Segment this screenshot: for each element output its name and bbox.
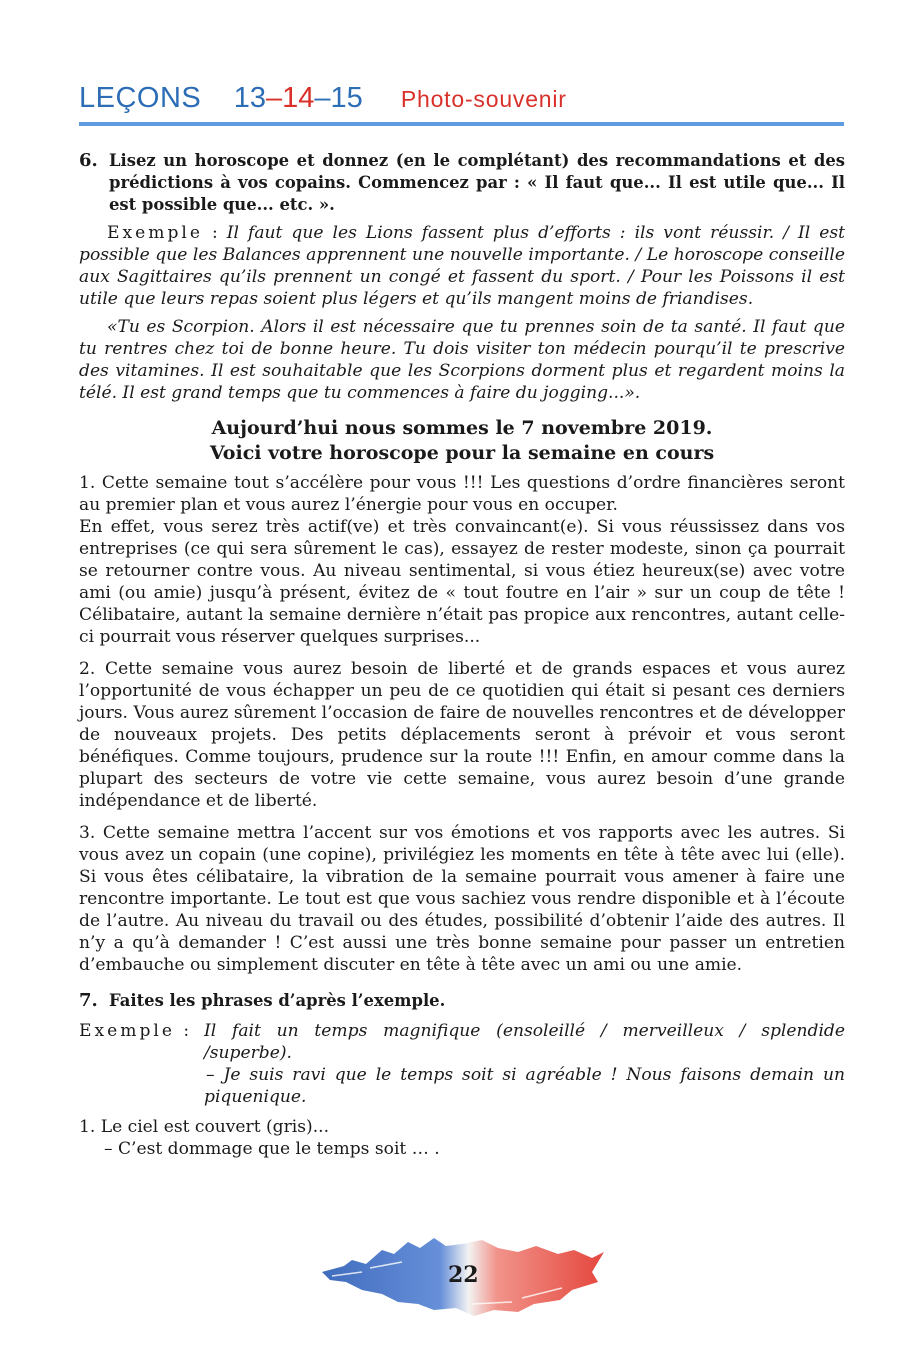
- page-number: 22: [448, 1262, 479, 1288]
- exercise-7-title: [79, 990, 845, 1012]
- example-separator: :: [202, 223, 227, 243]
- horoscope-heading-line2: Voici votre horoscope pour la semaine en cours: [209, 442, 715, 464]
- page-header: [79, 82, 844, 127]
- horoscope-paragraph-3: 3. Cette semaine mettra l’accent sur vos émotions et vos rapports avec les autres. Si vous avez un copain (une copine), privilégiez les moments en tête à tête avec lui (elle). Si vous êtes célibataire, la vibration de la semaine pourrait vous amener à faire une rencontre importante. Le tout est que vous sachiez vous rendre disponible et à l’écoute de l’autre. Au niveau du travail ou des études, possibilité d’obtenir l’aide des autres. Il n’y a qu’à demander ! C’est aussi une très bonne semaine pour passer un entretien d’embauche ou simplement discuter en tête à tête avec un ami ou une amie.: [79, 823, 845, 975]
- horoscope-heading-line1: Aujourd’hui nous sommes le 7 novembre 2019.: [211, 417, 713, 439]
- exercise-7-item-1-line1: 1. Le ciel est couvert (gris)...: [79, 1117, 330, 1137]
- header-rule: [79, 122, 844, 126]
- exercise-7-number: 7.: [79, 990, 98, 1011]
- exercise-7-example: [79, 1020, 845, 1108]
- exercise-6-title: [79, 150, 845, 216]
- lesson-numbers: [234, 82, 371, 114]
- exercise-7-example-line1: Il fait un temps magnifique (ensoleillé / merveilleux / splendide /superbe).: [204, 1021, 845, 1063]
- horoscope-paragraph-1a: 1. Cette semaine tout s’accélère pour vous !!! Les questions d’ordre financières seront au premier plan et vous aurez l’énergie pour vous en occuper.: [79, 473, 845, 515]
- horoscope-paragraph-1b: En effet, vous serez très actif(ve) et très convaincant(e). Si vous réussissez dans vos entreprises (ce qui sera sûrement le cas), essayez de rester modeste, sinon ça pourrait se retourner contre vous. Au niveau sentimental, si vous étiez heureux(se) avec votre ami (ou amie) jusqu’à présent, évitez de « tout foutre en l’air » sur un coup de tête ! Célibataire, autant la semaine dernière n’était pas propice aux rencontres, autant celle-ci pourrait vous réserver quelques surprises...: [79, 517, 845, 647]
- exercise-6-example: [79, 222, 845, 310]
- lesson-number-3: 15: [330, 82, 363, 114]
- lesson-number-1: 13: [233, 82, 266, 114]
- exercise-7-item-1-line2: – C’est dommage que le temps soit … .: [104, 1139, 440, 1159]
- exercise-6-quote: «Tu es Scorpion. Alors il est nécessaire que tu prennes soin de ta santé. Il faut que tu rentres chez toi de bonne heure. Tu dois visiter ton médecin pourqu’il te prescrive des vitamines. Il est souhaitable que les Scorpions dorment plus et regardent moins la télé. Il est grand temps que tu commences à faire du jogging...».: [79, 317, 845, 403]
- exercise-7-example-body: [204, 1020, 845, 1108]
- horoscope-heading: [79, 416, 845, 466]
- page-content: [79, 150, 845, 1160]
- lesson-subtitle: Photo-souvenir: [400, 86, 567, 112]
- exercise-6-number: 6.: [79, 150, 98, 171]
- lesson-dash-1: –: [265, 82, 283, 114]
- lesson-number-2: 14: [282, 82, 315, 114]
- example-text: Il faut que les Lions fassent plus d’efforts : ils vont réussir. / Il est possible que les Balances apprennent une nouvelle importante. / Le horoscope conseille aux Sagittaires qu’ils prennent un congé et fassent du sport. / Pour les Poissons il est utile que leurs repas soient plus légers et qu’ils mangent moins de friandises.: [79, 223, 845, 309]
- lesson-dash-2: –: [314, 82, 331, 114]
- header-title: [79, 82, 567, 115]
- exercise-7-item-1: [79, 1116, 845, 1160]
- horoscope-paragraph-2: 2. Cette semaine vous aurez besoin de liberté et de grands espaces et vous aurez l’opportunité de vous échapper un peu de ce quotidien qui était si pesant ces derniers jours. Vous aurez sûrement l’occasion de faire de nouvelles rencontres et de développer de nouveaux projets. Des petits déplacements seront à prévoir et vous seront bénéfiques. Comme toujours, prudence sur la route !!! Enfin, en amour comme dans la plupart des secteurs de votre vie cette semaine, vous aurez besoin d’une grande indépendance et de liberté.: [79, 659, 845, 811]
- lecons-label: LEÇONS: [79, 82, 202, 114]
- exercise-7-instruction: Faites les phrases d’après l’exemple.: [109, 991, 446, 1010]
- exercise-7-example-line2: – Je suis ravi que le temps soit si agréable ! Nous faisons demain un piquenique.: [204, 1065, 845, 1107]
- exercise-7-example-label: Exemple :: [79, 1021, 193, 1041]
- exercise-6-instruction: Lisez un horoscope et donnez (en le complétant) des recommandations et des prédictions à vos copains. Commencez par : « Il faut que... Il est utile que... Il est possible que... etc. ».: [109, 151, 845, 214]
- example-label: Exemple: [107, 223, 203, 243]
